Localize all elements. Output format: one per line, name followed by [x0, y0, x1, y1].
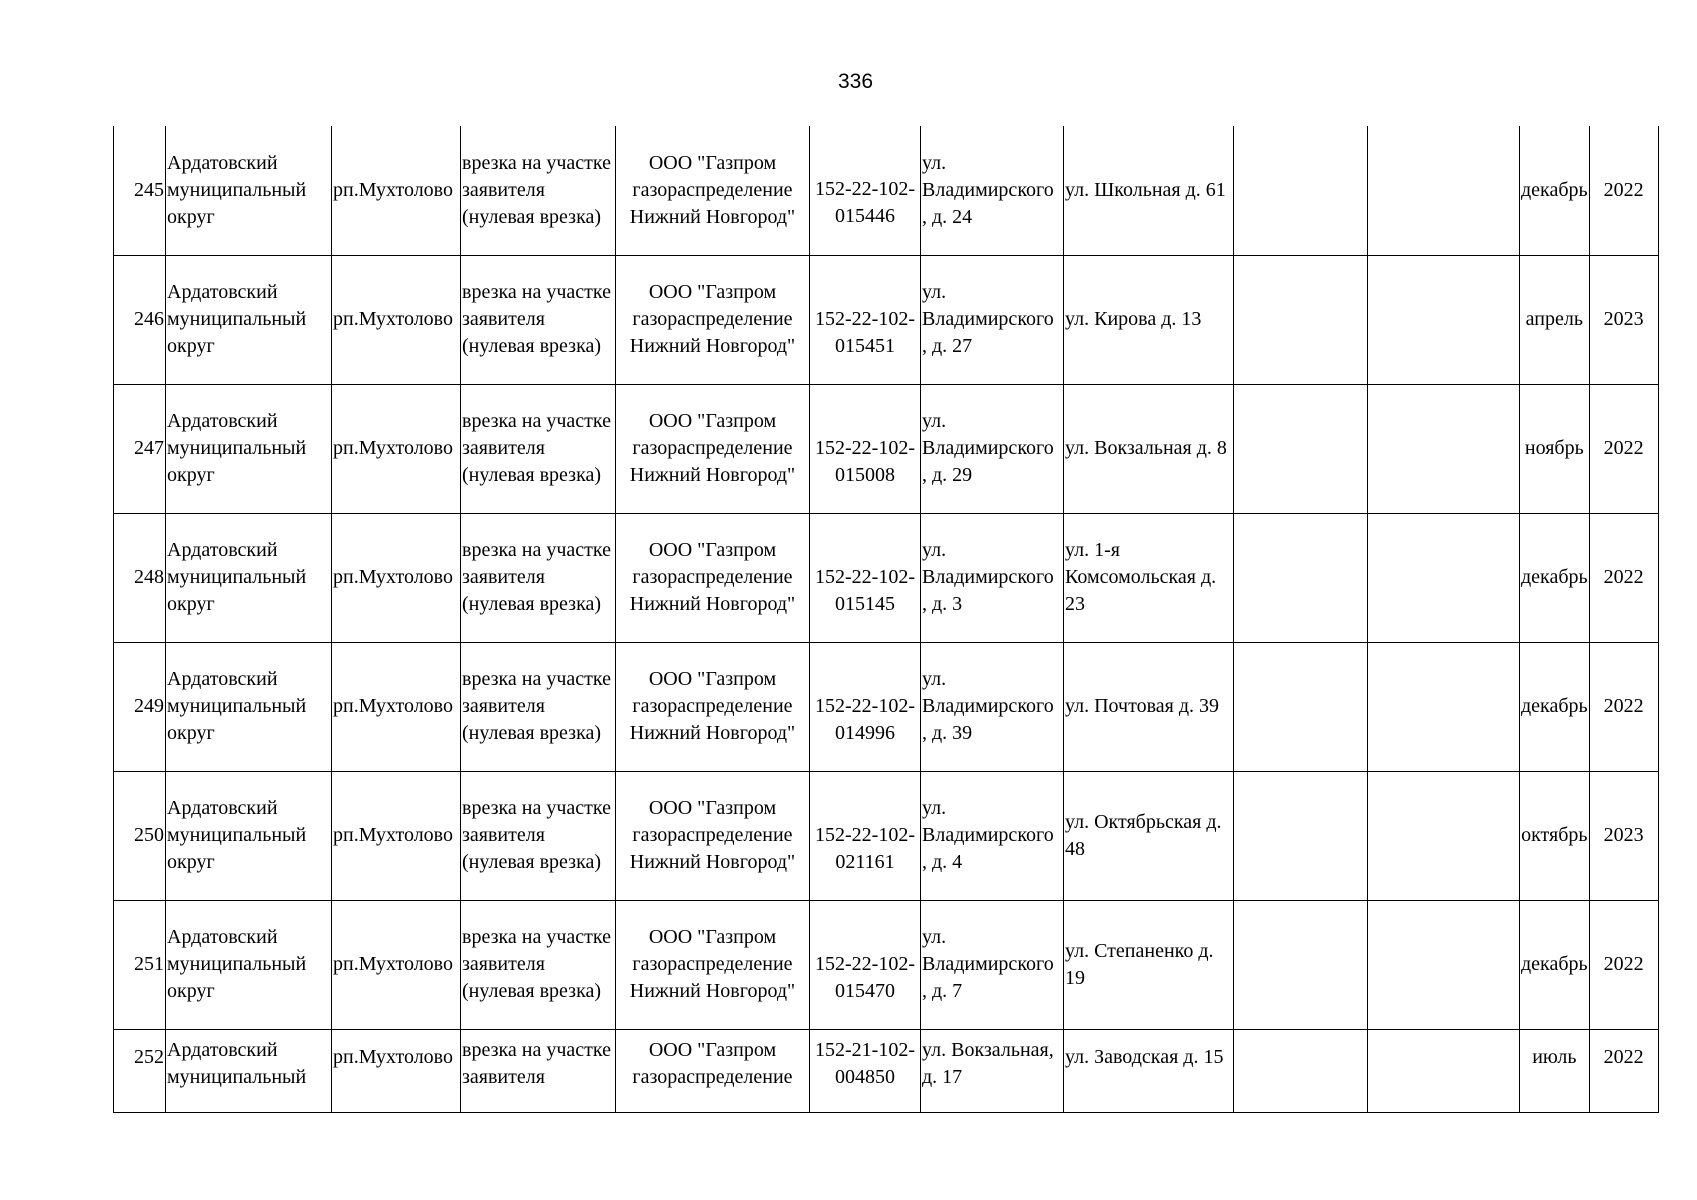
- district-cell: Ардатовский муниципальный: [166, 1029, 332, 1112]
- row-number: 247: [114, 384, 166, 513]
- page-number: 336: [837, 70, 874, 93]
- month-cell: декабрь: [1520, 126, 1590, 255]
- extra-cell-2: [1368, 255, 1520, 384]
- table-row: [114, 900, 1659, 1029]
- extra-cell-2: [1368, 513, 1520, 642]
- district-cell: Ардатовский муниципальный округ: [166, 513, 332, 642]
- object-address-cell: ул. Степаненко д. 19: [1064, 900, 1234, 1029]
- settlement-cell: рп.Мухтолово: [332, 900, 461, 1029]
- settlement-cell: рп.Мухтолово: [332, 642, 461, 771]
- table-row: [114, 513, 1659, 642]
- month-cell: декабрь: [1520, 900, 1590, 1029]
- settlement-cell: рп.Мухтолово: [332, 255, 461, 384]
- district-cell: Ардатовский муниципальный округ: [166, 900, 332, 1029]
- extra-cell-1: [1234, 126, 1368, 255]
- company-cell: ООО "Газпром газораспределение Нижний Новгород": [616, 384, 810, 513]
- year-cell: 2022: [1589, 384, 1658, 513]
- network-address-cell: ул. Владимирского , д. 29: [921, 384, 1064, 513]
- network-address-cell: ул. Владимирского , д. 39: [921, 642, 1064, 771]
- district-cell: Ардатовский муниципальный округ: [166, 771, 332, 900]
- company-cell: ООО "Газпром газораспределение Нижний Новгород": [616, 642, 810, 771]
- row-number: 250: [114, 771, 166, 900]
- code-cell: 152-22-102-021161: [810, 771, 921, 900]
- settlement-cell: рп.Мухтолово: [332, 513, 461, 642]
- company-cell: ООО "Газпром газораспределение Нижний Новгород": [616, 255, 810, 384]
- code-cell: 152-22-102-015008: [810, 384, 921, 513]
- table-row: [114, 255, 1659, 384]
- table-row: [114, 1029, 1659, 1112]
- extra-cell-2: [1368, 771, 1520, 900]
- year-cell: 2023: [1589, 771, 1658, 900]
- object-address-cell: ул. Заводская д. 15: [1064, 1029, 1234, 1112]
- extra-cell-1: [1234, 771, 1368, 900]
- connection-type-cell: врезка на участке заявителя (нулевая врезка): [461, 900, 616, 1029]
- connection-type-cell: врезка на участке заявителя (нулевая врезка): [461, 384, 616, 513]
- extra-cell-1: [1234, 384, 1368, 513]
- code-cell: 152-22-102-015451: [810, 255, 921, 384]
- extra-cell-1: [1234, 642, 1368, 771]
- object-address-cell: ул. Кирова д. 13: [1064, 255, 1234, 384]
- district-cell: Ардатовский муниципальный округ: [166, 384, 332, 513]
- object-address-cell: ул. Октябрьская д. 48: [1064, 771, 1234, 900]
- year-cell: 2023: [1589, 255, 1658, 384]
- year-cell: 2022: [1589, 900, 1658, 1029]
- extra-cell-2: [1368, 900, 1520, 1029]
- network-address-cell: ул. Владимирского , д. 3: [921, 513, 1064, 642]
- company-cell: ООО "Газпром газораспределение Нижний Новгород": [616, 126, 810, 255]
- row-number: 246: [114, 255, 166, 384]
- district-cell: Ардатовский муниципальный округ: [166, 255, 332, 384]
- row-number: 252: [114, 1029, 166, 1112]
- network-address-cell: ул. Владимирского , д. 7: [921, 900, 1064, 1029]
- extra-cell-1: [1234, 255, 1368, 384]
- row-number: 251: [114, 900, 166, 1029]
- year-cell: 2022: [1589, 1029, 1658, 1112]
- settlement-cell: рп.Мухтолово: [332, 384, 461, 513]
- month-cell: октябрь: [1520, 771, 1590, 900]
- year-cell: 2022: [1589, 513, 1658, 642]
- table-row: [114, 771, 1659, 900]
- settlement-cell: рп.Мухтолово: [332, 126, 461, 255]
- data-table: [113, 126, 1659, 1113]
- district-cell: Ардатовский муниципальный округ: [166, 126, 332, 255]
- row-number: 249: [114, 642, 166, 771]
- row-number: 245: [114, 126, 166, 255]
- connection-type-cell: врезка на участке заявителя (нулевая врезка): [461, 513, 616, 642]
- connection-type-cell: врезка на участке заявителя (нулевая врезка): [461, 126, 616, 255]
- object-address-cell: ул. Почтовая д. 39: [1064, 642, 1234, 771]
- month-cell: июль: [1520, 1029, 1590, 1112]
- district-cell: Ардатовский муниципальный округ: [166, 642, 332, 771]
- extra-cell-2: [1368, 384, 1520, 513]
- network-address-cell: ул. Владимирского , д. 24: [921, 126, 1064, 255]
- code-cell: 152-22-102-015470: [810, 900, 921, 1029]
- object-address-cell: ул. 1-я Комсомольская д. 23: [1064, 513, 1234, 642]
- code-cell: 152-21-102-004850: [810, 1029, 921, 1112]
- year-cell: 2022: [1589, 642, 1658, 771]
- code-cell: 152-22-102-015145: [810, 513, 921, 642]
- code-cell: 152-22-102-014996: [810, 642, 921, 771]
- company-cell: ООО "Газпром газораспределение Нижний Новгород": [616, 900, 810, 1029]
- month-cell: декабрь: [1520, 642, 1590, 771]
- extra-cell-1: [1234, 1029, 1368, 1112]
- table-row: [114, 642, 1659, 771]
- object-address-cell: ул. Школьная д. 61: [1064, 126, 1234, 255]
- extra-cell-2: [1368, 1029, 1520, 1112]
- network-address-cell: ул. Вокзальная, д. 17: [921, 1029, 1064, 1112]
- settlement-cell: рп.Мухтолово: [332, 1029, 461, 1112]
- object-address-cell: ул. Вокзальная д. 8: [1064, 384, 1234, 513]
- code-cell: 152-22-102-015446: [810, 126, 921, 255]
- company-cell: ООО "Газпром газораспределение Нижний Новгород": [616, 513, 810, 642]
- company-cell: ООО "Газпром газораспределение: [616, 1029, 810, 1112]
- extra-cell-2: [1368, 126, 1520, 255]
- row-number: 248: [114, 513, 166, 642]
- connection-type-cell: врезка на участке заявителя: [461, 1029, 616, 1112]
- connection-type-cell: врезка на участке заявителя (нулевая врезка): [461, 255, 616, 384]
- extra-cell-1: [1234, 513, 1368, 642]
- month-cell: апрель: [1520, 255, 1590, 384]
- settlement-cell: рп.Мухтолово: [332, 771, 461, 900]
- month-cell: ноябрь: [1520, 384, 1590, 513]
- extra-cell-1: [1234, 900, 1368, 1029]
- year-cell: 2022: [1589, 126, 1658, 255]
- connection-type-cell: врезка на участке заявителя (нулевая врезка): [461, 642, 616, 771]
- table-row: [114, 384, 1659, 513]
- company-cell: ООО "Газпром газораспределение Нижний Новгород": [616, 771, 810, 900]
- table-row: [114, 126, 1659, 255]
- month-cell: декабрь: [1520, 513, 1590, 642]
- network-address-cell: ул. Владимирского , д. 27: [921, 255, 1064, 384]
- connection-type-cell: врезка на участке заявителя (нулевая врезка): [461, 771, 616, 900]
- extra-cell-2: [1368, 642, 1520, 771]
- network-address-cell: ул. Владимирского , д. 4: [921, 771, 1064, 900]
